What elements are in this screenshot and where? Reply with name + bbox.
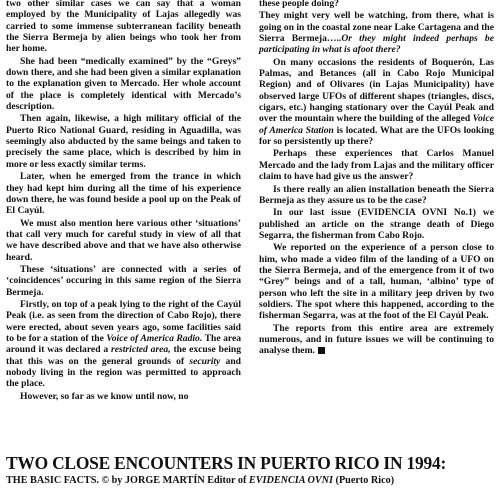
text-run: The area around it was declared a (6, 332, 242, 356)
text-run: and nobody living in the region was permitted to approach the place. (6, 355, 241, 390)
paragraph (259, 242, 494, 321)
byline-publication: EVIDENCIA OVNI (248, 475, 333, 486)
text-run: Later, when he emerged from the trance in which they had kept him during all the time of his experience down there, he was found beside a pool up on the Peak of El Cayúl. (6, 171, 241, 217)
left-text-column (6, 0, 241, 403)
text-run: Firstly, on top of a peak lying to the right of the Cayúl Peak (i.e. as seen from the direction of Cabo Rojo), there were erected, about seven years ago, some facilities said to be for a station of the (6, 298, 241, 344)
paragraph (259, 57, 494, 148)
paragraph (6, 171, 241, 216)
article-byline (6, 475, 496, 487)
byline-lead: THE BASIC FACTS. © by JORGE MARTÍN Editor of (6, 475, 249, 486)
paragraph (259, 148, 494, 182)
text-run: On many occasions the residents of Boquerón, Las Palmas, and Betances (all in Cabo Rojo Municipal Region) and of Olivares (in Lajas Municipality) have observed large UFOs of different shapes (triangles, discs, cigars, etc.) hanging stationary over the Cayúl Peak and over the mountain where the building of the alleged (259, 56, 494, 125)
paragraph (6, 299, 241, 390)
italic-text: Voice of America Station (259, 113, 494, 136)
text-run: these people doing? (259, 0, 339, 9)
text-run: Perhaps these experiences that Carlos Manuel Mercado and the lady from Lajas and the military officer claim to have had give us the answer? (259, 148, 494, 183)
article-headline: TWO CLOSE ENCOUNTERS IN PUERTO RICO IN 1994: (6, 453, 447, 473)
paragraph (6, 264, 241, 298)
byline-tail: (Puerto Rico) (333, 475, 395, 486)
end-of-article-square-icon (318, 347, 325, 354)
paragraph (6, 56, 241, 113)
text-run: However, so far as we know until now, no (20, 390, 189, 402)
text-run: the excuse being that this was on the general grounds of (6, 344, 241, 367)
text-run: We must also mention here various other ‘situations’ that call very much for careful study in view of all that we have described above and that we have also otherwise heard. (6, 217, 241, 263)
text-run: In our last issue (EVIDENCIA OVNI No.1) we published an article on the strange death of Diego Segarra, the fisherman from Cabo Rojo. (259, 207, 494, 241)
paragraph (259, 10, 494, 55)
paragraph (6, 218, 241, 263)
text-run: Is there really an alien installation beneath the Sierra Bermeja as they assure us to be the case? (259, 183, 494, 206)
italic-text: Voice of America Radio. (106, 332, 203, 344)
paragraph (6, 391, 241, 402)
text-run: We reported on the experience of a person close to him, who made a video film of the landing of a UFO on the Sierra Bermeja, and of the emergence from it of two “Grey” beings and of a tall, human, ‘albino’ type of person who left the site in a military jeep driven by two soldiers. The spot where this happened, according to the fisherman Segarra, was at the foot of the El Cayúl Peak. (259, 242, 494, 322)
text-run: She had been “medically examined” by the “Greys” down there, and she had been given a similar explanation to the explanation given to Mercado. Her whole account of the place is completely identical with Mercado’s description. (6, 55, 241, 113)
text-run: They might very well be watching, from there, what is going on in the coastal zone near Lake Cartagena and the Sierra Bermeja….. (259, 10, 494, 45)
paragraph (259, 323, 494, 357)
paragraph (259, 184, 494, 207)
italic-text: restricted area, (111, 344, 171, 356)
italic-text: security (189, 355, 221, 367)
text-run: These ‘situations’ are connected with a series of ‘coincidences’ occuring in this same region of the Sierra Bermeja. (6, 263, 241, 298)
paragraph (259, 0, 494, 9)
text-run: Then again, likewise, a high military official of the Puerto Rico National Guard, residing in Aguadilla, was seemingly also abducted by the same beings and taken to precisely the same place, which is described by him in more or less exactly similar terms. (6, 113, 241, 170)
text-run: two other similar cases we can say that a woman employed by the Municipality of Lajas allegedly was carried to some immense subterranean facility beneath the Sierra Bermeja by alien beings who took her from her home. (6, 0, 241, 55)
paragraph (6, 0, 241, 55)
text-run: The reports from this entire area are extremely numerous, and in future issues we will be continuing to analyse them. (259, 322, 494, 357)
article-heading-block (6, 453, 496, 487)
paragraph (259, 207, 494, 241)
magazine-page (6, 0, 496, 500)
italic-text: Or they might indeed perhaps be participating in what is afoot there? (259, 33, 494, 56)
text-run: is located. What are the UFOs looking for so persistently up there? (259, 124, 494, 148)
paragraph (6, 113, 241, 170)
right-text-column (259, 0, 494, 358)
